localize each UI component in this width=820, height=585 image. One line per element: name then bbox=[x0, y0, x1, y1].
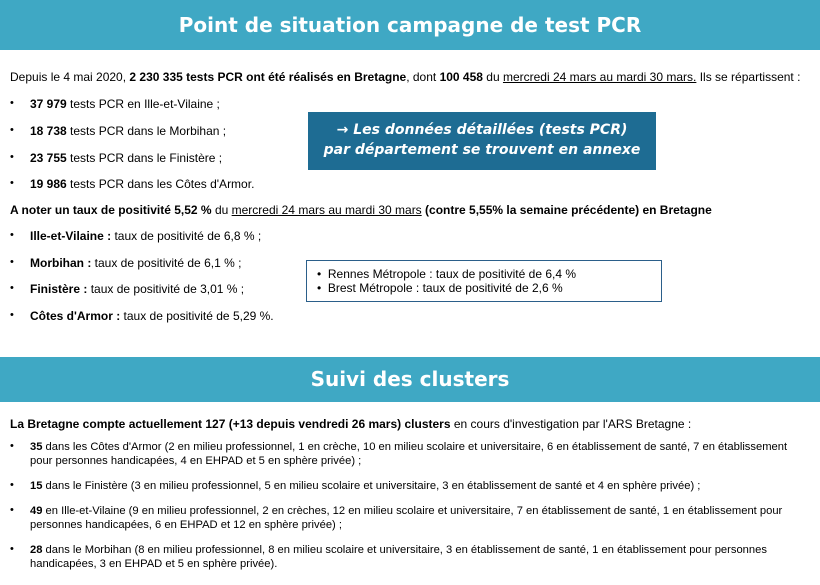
section-title: Point de situation campagne de test PCR bbox=[178, 13, 642, 37]
intro-text: du bbox=[482, 70, 503, 84]
test-count: 37 979 bbox=[30, 97, 67, 111]
test-count: 23 755 bbox=[30, 151, 67, 165]
intro-text: Depuis le 4 mai 2020, bbox=[10, 70, 130, 84]
list-item bbox=[317, 281, 661, 295]
section-title: Suivi des clusters bbox=[310, 367, 510, 391]
list-item bbox=[30, 151, 222, 165]
bullet: • bbox=[10, 151, 14, 163]
positivity-period: mercredi 24 mars au mardi 30 mars bbox=[231, 203, 422, 217]
cluster-detail: dans le Finistère (3 en milieu professionnel, 5 en milieu scolaire et universitaire, 3 en établissement de santé et 4 en sphère privée) ; bbox=[42, 480, 701, 492]
test-count: 19 986 bbox=[30, 177, 67, 191]
intro-text: Ils se répartissent : bbox=[696, 70, 801, 84]
cluster-count: 15 bbox=[30, 480, 43, 492]
bullet: • bbox=[10, 282, 14, 294]
list-item bbox=[30, 479, 790, 493]
cluster-count: 28 bbox=[30, 544, 43, 556]
list-item bbox=[30, 282, 244, 296]
metropole-rate: Brest Métropole : taux de positivité de 2,6 % bbox=[327, 281, 563, 295]
bullet: • bbox=[10, 309, 14, 321]
department-name: Côtes d'Armor : bbox=[30, 309, 121, 323]
clusters-text: en cours d'investigation par l'ARS Bretagne : bbox=[450, 417, 692, 431]
bullet: • bbox=[10, 504, 14, 516]
department-rate: taux de positivité de 3,01 % ; bbox=[87, 282, 245, 296]
cluster-detail: dans les Côtes d'Armor (2 en milieu professionnel, 1 en crèche, 10 en milieu scolaire et universitaire, 6 en établissement de santé, 7 en établissement pour personnes handicapées, 4 en EHPAD et 5 en sphère privée) ; bbox=[30, 441, 788, 467]
intro-period: mercredi 24 mars au mardi 30 mars. bbox=[502, 70, 697, 84]
list-item bbox=[30, 229, 261, 243]
annex-callout bbox=[308, 112, 656, 170]
cluster-count: 49 bbox=[30, 505, 43, 517]
clusters-total: La Bretagne compte actuellement 127 (+13 depuis vendredi 26 mars) clusters bbox=[10, 417, 451, 431]
list-item bbox=[30, 256, 241, 270]
positivity-comparison: (contre 5,55% la semaine précédente) en Bretagne bbox=[421, 203, 712, 217]
department-name: Finistère : bbox=[30, 282, 88, 296]
department-rate: taux de positivité de 5,29 %. bbox=[120, 309, 274, 323]
list-item bbox=[30, 440, 790, 468]
bullet: • bbox=[10, 543, 14, 555]
intro-total: 2 230 335 tests PCR ont été réalisés en Bretagne bbox=[129, 70, 407, 84]
positivity-text: du bbox=[211, 203, 232, 217]
bullet: • bbox=[10, 97, 14, 109]
bullet: • bbox=[10, 177, 14, 189]
callout-line: par département se trouvent en annexe bbox=[323, 142, 641, 158]
bullet: • bbox=[317, 267, 322, 281]
positivity-rate: A noter un taux de positivité 5,52 % bbox=[10, 203, 212, 217]
cluster-detail: dans le Morbihan (8 en milieu professionnel, 8 en milieu scolaire et universitaire, 3 en établissement de santé, 1 en établissement pour personnes handicapées, 3 en EHPAD et 5 en sphère privée). bbox=[30, 544, 767, 570]
intro-text: , dont bbox=[406, 70, 440, 84]
test-label: tests PCR dans les Côtes d'Armor. bbox=[66, 177, 255, 191]
section-banner-pcr bbox=[0, 0, 820, 50]
list-item bbox=[30, 177, 254, 191]
metropole-rate: Rennes Métropole : taux de positivité de 6,4 % bbox=[327, 267, 577, 281]
test-count: 18 738 bbox=[30, 124, 67, 138]
test-label: tests PCR en Ille-et-Vilaine ; bbox=[66, 97, 220, 111]
list-item bbox=[30, 504, 790, 532]
department-name: Ille-et-Vilaine : bbox=[30, 229, 112, 243]
list-item bbox=[30, 543, 790, 571]
section-banner-clusters bbox=[0, 357, 820, 402]
bullet: • bbox=[10, 440, 14, 452]
list-item bbox=[30, 124, 226, 138]
bullet: • bbox=[10, 256, 14, 268]
test-label: tests PCR dans le Finistère ; bbox=[66, 151, 223, 165]
bullet: • bbox=[317, 281, 322, 295]
cluster-count: 35 bbox=[30, 441, 43, 453]
list-item bbox=[317, 267, 661, 281]
list-item bbox=[30, 309, 274, 323]
metropoles-box bbox=[306, 260, 662, 302]
department-name: Morbihan : bbox=[30, 256, 92, 270]
bullet: • bbox=[10, 124, 14, 136]
test-label: tests PCR dans le Morbihan ; bbox=[66, 124, 227, 138]
intro-week-count: 100 458 bbox=[439, 70, 483, 84]
pcr-intro bbox=[10, 70, 800, 84]
department-rate: taux de positivité de 6,1 % ; bbox=[91, 256, 242, 270]
list-item bbox=[30, 97, 220, 111]
bullet: • bbox=[10, 479, 14, 491]
clusters-intro bbox=[10, 417, 691, 431]
department-rate: taux de positivité de 6,8 % ; bbox=[111, 229, 262, 243]
positivity-summary bbox=[10, 203, 712, 217]
cluster-detail: en Ille-et-Vilaine (9 en milieu professionnel, 2 en crèches, 12 en milieu scolaire et universitaire, 7 en établissement de santé, 1 en établissement pour personnes handicapées, 6 en EHPAD et 12 en sphère privée) ; bbox=[30, 505, 783, 531]
bullet: • bbox=[10, 229, 14, 241]
callout-line: → Les données détaillées (tests PCR) bbox=[336, 122, 628, 138]
